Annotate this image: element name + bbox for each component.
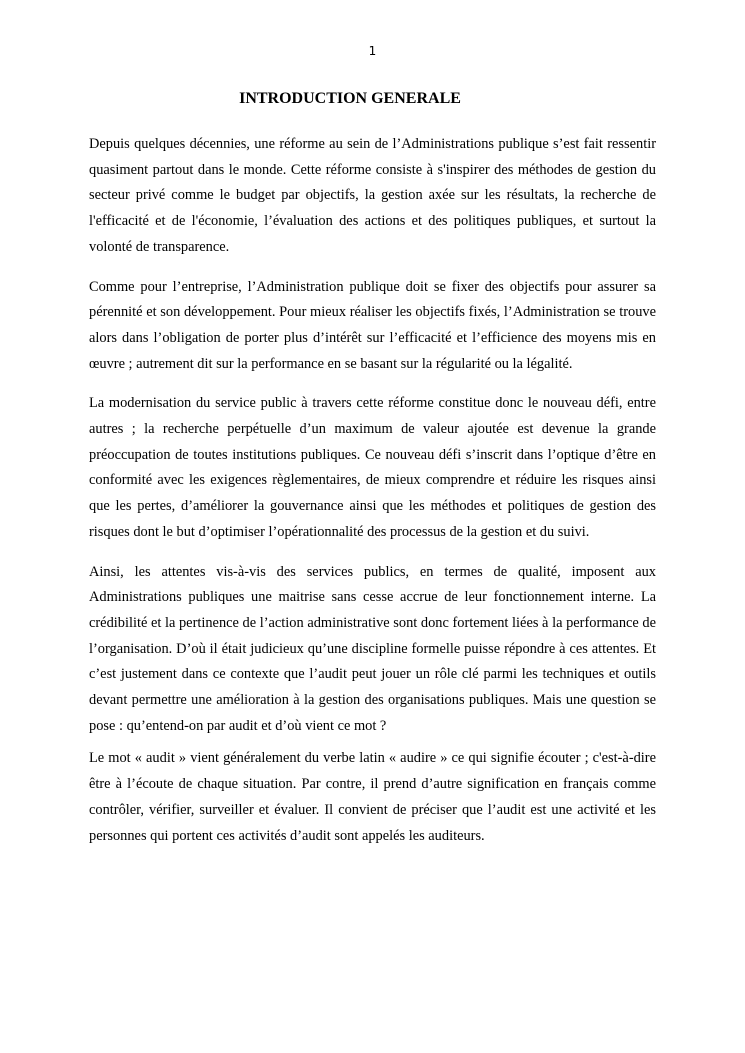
paragraph-intro-reform: Depuis quelques décennies, une réforme au sein de l’Administrations publique s’est fait ressentir quasiment partout dans le monde. Cette réforme consiste à s'inspirer des méthodes de gestion du secteur privé comme le budget par objectifs, la gestion axée sur les résultats, la recherche de l'efficacité et de l'économie, l’évaluation des actions et des politiques publiques, et surtout la volonté de transparence. <box>89 136 656 255</box>
paragraph-audit-definition: Le mot « audit » vient généralement du verbe latin « audire » ce qui signifie écouter ; c'est-à-dire être à l’écoute de chaque situation. Par contre, il prend d’autre signification en français comme contrôler, vérifier, surveiller et évaluer. Il convient de préciser que l’audit est une activité et les personnes qui portent ces activités d’audit sont appelés les auditeurs. <box>89 750 656 844</box>
document-body <box>89 132 656 849</box>
page-number: 1 <box>368 44 377 58</box>
paragraph-objectives: Comme pour l’entreprise, l’Administration publique doit se fixer des objectifs pour assurer sa pérennité et son développement. Pour mieux réaliser les objectifs fixés, l’Administration se trouve alors dans l’obligation de porter plus d’intérêt sur l’efficacité et l’efficience des moyens mis en œuvre ; autrement dit sur la performance en se basant sur la régularité ou la légalité. <box>89 278 656 372</box>
page-title: INTRODUCTION GENERALE <box>239 90 461 107</box>
paragraph-modernisation: La modernisation du service public à travers cette réforme constitue donc le nouveau défi, entre autres ; la recherche perpétuelle d’un maximum de valeur ajoutée est devenue la grande préoccupation de toutes institutions publiques. Ce nouveau défi s’inscrit dans l’optique d’être en conformité avec les exigences règlementaires, de mieux comprendre et réduire les risques ainsi que les pertes, d’améliorer la gouvernance ainsi que les méthodes et politiques de gestion des risques dont le but d’optimiser l’opérationnalité des processus de la gestion et du suivi. <box>89 395 656 540</box>
paragraph-expectations: Ainsi, les attentes vis-à-vis des services publics, en termes de qualité, imposent aux Administrations publiques une maitrise sans cesse accrue de leur fonctionnement interne. La crédibilité et la pertinence de l’action administrative sont donc fortement liées à la performance de l’organisation. D’où il était judicieux qu’une discipline formelle puisse répondre à ces attentes. Et c’est justement dans ce contexte que l’audit peut jouer un rôle clé parmi les techniques et outils devant permettre une amélioration à la gestion des organisations publiques. Mais une question se pose : qu’entend-on par audit et d’où vient ce mot ? <box>89 563 656 734</box>
